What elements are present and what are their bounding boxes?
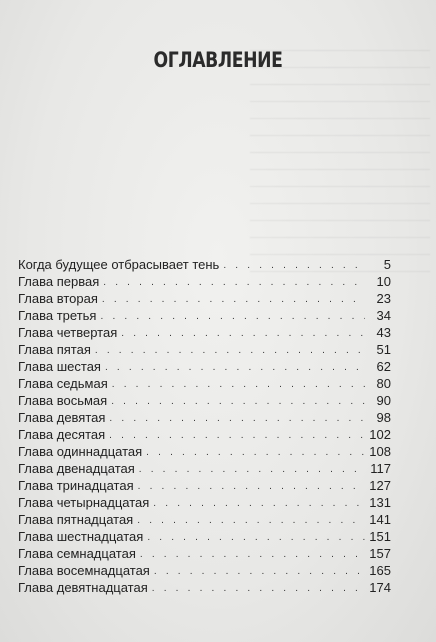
toc-entry <box>18 341 391 358</box>
toc-entry-label: Глава седьмая <box>18 376 108 391</box>
toc-dot-leader <box>154 564 365 579</box>
toc-dot-leader <box>102 292 365 307</box>
toc-entry <box>18 460 391 477</box>
toc-entry-page: 102 <box>369 427 391 442</box>
toc-dot-leader <box>223 258 365 273</box>
toc-entry-label: Глава шестнадцатая <box>18 529 144 544</box>
toc-dot-leader <box>146 445 365 460</box>
toc-entry-label: Глава шестая <box>18 359 101 374</box>
toc-entry-page: 5 <box>383 257 391 272</box>
toc-entry <box>18 545 391 562</box>
toc-dot-leader <box>112 377 365 392</box>
toc-dot-leader <box>121 326 365 341</box>
toc-dot-leader <box>140 547 365 562</box>
toc-entry-label: Глава первая <box>18 274 100 289</box>
toc-entry <box>18 358 391 375</box>
toc-entry-page: 174 <box>369 580 391 595</box>
toc-entry <box>18 324 391 341</box>
toc-dot-leader <box>147 530 365 545</box>
toc-dot-leader <box>137 513 365 528</box>
toc-entry-label: Глава девятая <box>18 410 106 425</box>
toc-dot-leader <box>139 462 365 477</box>
toc-entry-label: Глава четвертая <box>18 325 118 340</box>
toc-entry-label: Глава восемнадцатая <box>18 563 150 578</box>
toc-entry-page: 62 <box>376 359 391 374</box>
toc-entry <box>18 477 391 494</box>
toc-entry-label: Глава тринадцатая <box>18 478 134 493</box>
toc-entry-page: 80 <box>376 376 391 391</box>
toc-entry <box>18 375 391 392</box>
toc-entry <box>18 579 391 596</box>
toc-entry-page: 117 <box>370 461 391 476</box>
toc-entry <box>18 511 391 528</box>
toc-entry-label: Глава четырнадцатая <box>18 495 150 510</box>
toc-entry-page: 157 <box>369 546 391 561</box>
toc-dot-leader <box>153 496 365 511</box>
toc-entry <box>18 409 391 426</box>
toc-entry-page: 108 <box>369 444 391 459</box>
toc-entry-page: 10 <box>376 274 391 289</box>
toc-entry-label: Глава десятая <box>18 427 106 442</box>
toc-entry <box>18 307 391 324</box>
toc-entry <box>18 528 391 545</box>
toc-entry <box>18 273 391 290</box>
toc-entry <box>18 256 391 273</box>
toc-dot-leader <box>138 479 365 494</box>
toc-entry <box>18 392 391 409</box>
toc-dot-leader <box>100 309 365 324</box>
toc-entry-page: 43 <box>376 325 391 340</box>
toc-entry-label: Глава восьмая <box>18 393 108 408</box>
toc-dot-leader <box>111 394 365 409</box>
toc-dot-leader <box>103 275 365 290</box>
bleed-through-texture <box>250 40 430 280</box>
toc-entry-label: Глава вторая <box>18 291 98 306</box>
toc-entry-label: Глава третья <box>18 308 97 323</box>
toc-entry <box>18 562 391 579</box>
toc-entry-page: 131 <box>369 495 391 510</box>
toc-entry-page: 151 <box>369 529 391 544</box>
toc-entry-page: 34 <box>376 308 391 323</box>
toc-entry-label: Глава двенадцатая <box>18 461 135 476</box>
table-of-contents <box>18 256 391 596</box>
toc-entry-page: 98 <box>376 410 391 425</box>
toc-entry <box>18 426 391 443</box>
toc-entry-label: Глава пятая <box>18 342 91 357</box>
toc-entry-page: 141 <box>369 512 391 527</box>
toc-entry <box>18 494 391 511</box>
toc-dot-leader <box>105 360 365 375</box>
toc-entry-page: 23 <box>376 291 391 306</box>
toc-entry-label: Глава одиннадцатая <box>18 444 143 459</box>
toc-dot-leader <box>109 428 365 443</box>
toc-entry-page: 51 <box>376 342 391 357</box>
toc-dot-leader <box>95 343 365 358</box>
toc-entry-label: Глава семнадцатая <box>18 546 136 561</box>
toc-entry-page: 127 <box>369 478 391 493</box>
toc-dot-leader <box>109 411 365 426</box>
toc-entry-page: 165 <box>369 563 391 578</box>
toc-entry <box>18 290 391 307</box>
toc-entry-label: Когда будущее отбрасывает тень <box>18 257 220 272</box>
toc-entry-label: Глава пятнадцатая <box>18 512 134 527</box>
toc-dot-leader <box>152 581 365 596</box>
page-title: ОГЛАВЛЕНИЕ <box>153 48 283 72</box>
toc-entry-page: 90 <box>376 393 391 408</box>
toc-entry <box>18 443 391 460</box>
toc-entry-label: Глава девятнадцатая <box>18 580 148 595</box>
